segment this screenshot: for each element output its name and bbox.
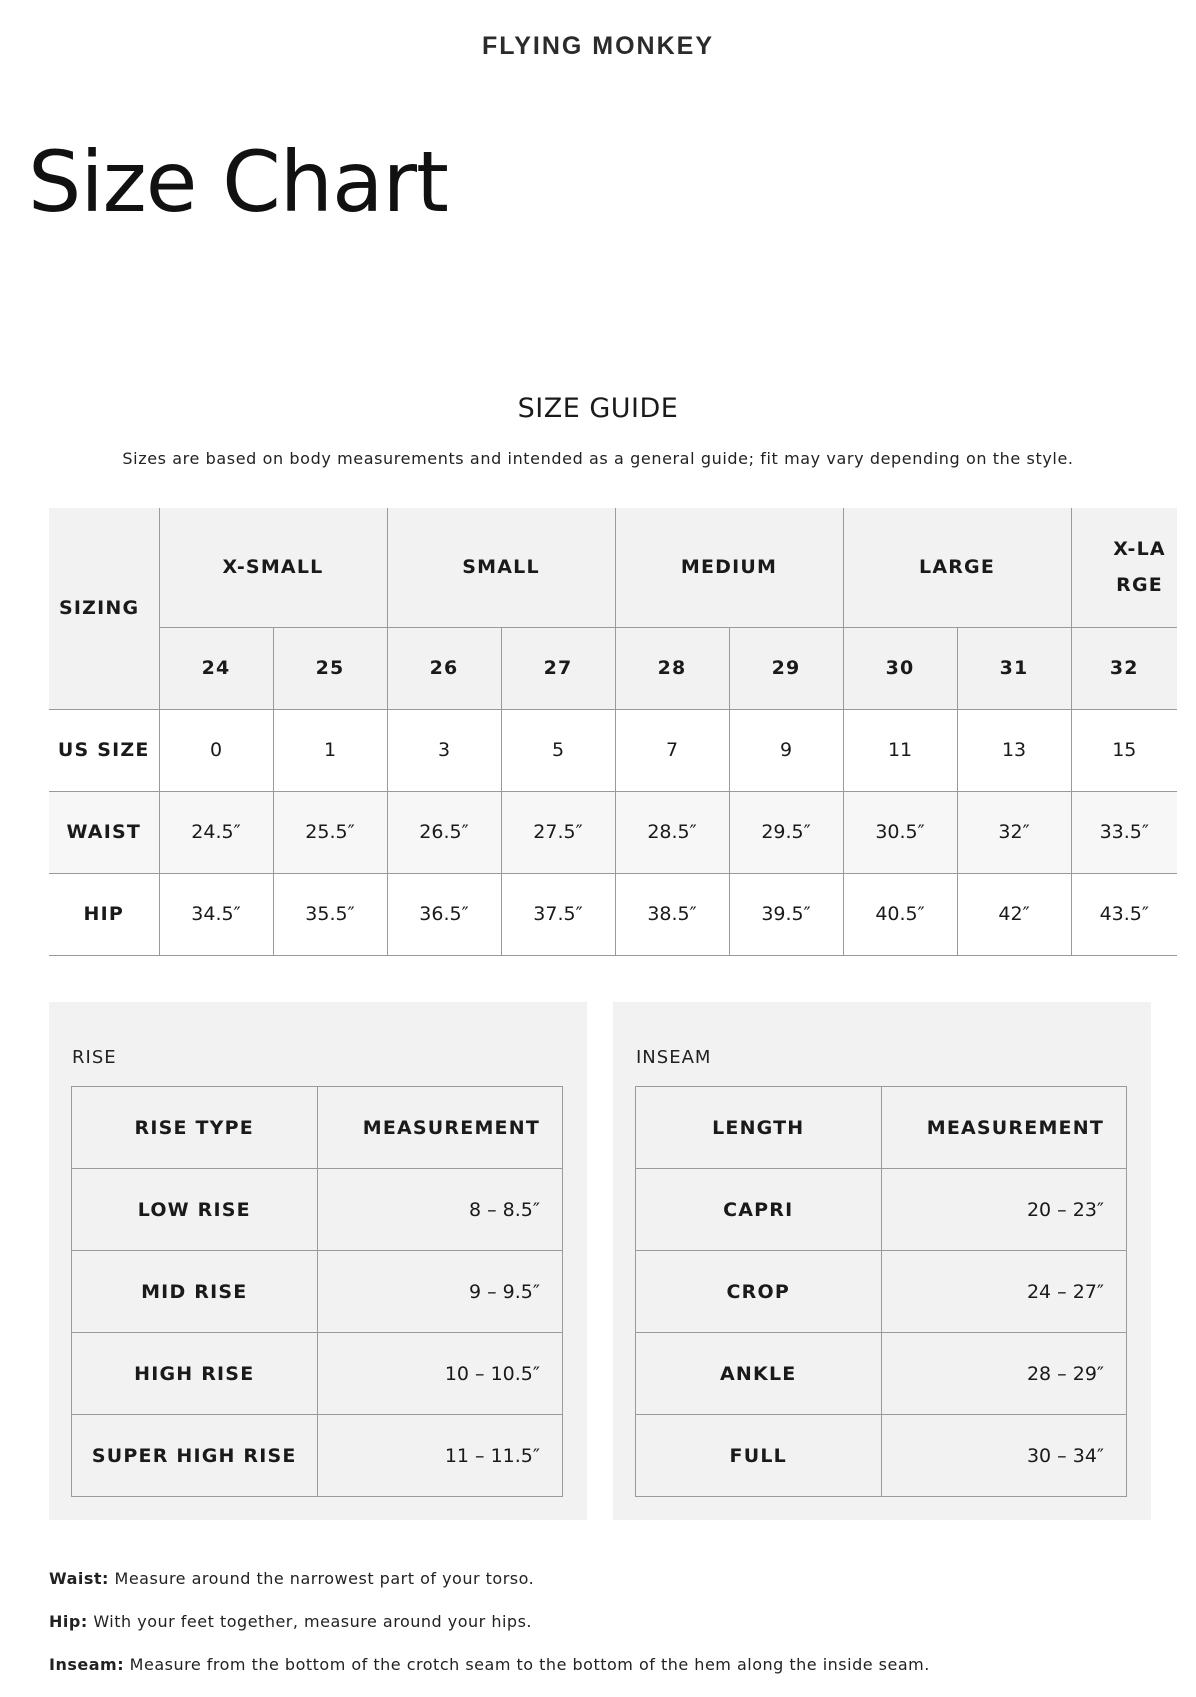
table-cell: 42″ [957,873,1071,955]
size-table [49,508,1177,956]
length-cell: FULL [636,1415,882,1497]
length-cell: CAPRI [636,1169,882,1251]
table-cell: 38.5″ [615,873,729,955]
table-row [72,1415,563,1497]
length-header: LENGTH [636,1087,882,1169]
table-cell: 33.5″ [1071,791,1177,873]
length-cell: CROP [636,1251,882,1333]
table-cell: 25.5″ [273,791,387,873]
size-number-header: 32 [1071,627,1177,709]
inseam-panel-title: INSEAM [636,1047,712,1068]
measurement-cell: 24 – 27″ [881,1251,1127,1333]
size-guide-subtitle: Sizes are based on body measurements and intended as a general guide; fit may vary depending on the style. [122,449,1074,468]
measurement-notes [49,1568,930,1697]
table-cell: 15 [1071,709,1177,791]
table-cell: 9 [729,709,843,791]
table-row [636,1251,1127,1333]
inseam-table [635,1086,1127,1497]
table-cell: 24.5″ [159,791,273,873]
table-row [72,1333,563,1415]
size-group-header-text: X-LARGE [1113,538,1166,597]
size-number-header: 25 [273,627,387,709]
table-cell: 34.5″ [159,873,273,955]
size-group-header: MEDIUM [615,508,843,627]
measurement-cell: 8 – 8.5″ [317,1169,563,1251]
note-term: Inseam: [49,1655,125,1674]
table-cell: 40.5″ [843,873,957,955]
page-title: Size Chart [28,133,448,231]
table-cell: 27.5″ [501,791,615,873]
table-cell: 39.5″ [729,873,843,955]
table-cell: 28.5″ [615,791,729,873]
note-text: With your feet together, measure around your hips. [87,1612,532,1631]
measurement-cell: 20 – 23″ [881,1169,1127,1251]
rise-table [71,1086,563,1497]
table-cell: 35.5″ [273,873,387,955]
note-text: Measure from the bottom of the crotch seam to the bottom of the hem along the inside seam. [124,1655,930,1674]
brand-logo: FLYING MONKEY [481,32,715,60]
rise-type-cell: SUPER HIGH RISE [72,1415,318,1497]
table-row [49,709,1177,791]
measurement-header: MEASUREMENT [317,1087,563,1169]
table-cell: 32″ [957,791,1071,873]
table-cell: 1 [273,709,387,791]
size-group-header: LARGE [843,508,1071,627]
table-cell: 37.5″ [501,873,615,955]
measurement-cell: 28 – 29″ [881,1333,1127,1415]
table-row [72,1251,563,1333]
rise-type-cell: HIGH RISE [72,1333,318,1415]
rise-panel [49,1002,587,1520]
size-number-header: 27 [501,627,615,709]
measurement-header: MEASUREMENT [881,1087,1127,1169]
table-cell: 26.5″ [387,791,501,873]
rise-type-cell: LOW RISE [72,1169,318,1251]
rise-panel-title: RISE [72,1047,117,1068]
table-cell: 3 [387,709,501,791]
note-inseam [49,1654,930,1675]
table-row [636,1333,1127,1415]
size-group-header [1071,508,1177,627]
table-row [72,1169,563,1251]
measurement-cell: 30 – 34″ [881,1415,1127,1497]
table-cell: 11 [843,709,957,791]
size-number-header: 29 [729,627,843,709]
table-cell: 36.5″ [387,873,501,955]
note-hip [49,1611,930,1632]
size-number-header-row [49,627,1177,709]
row-label-waist: WAIST [49,791,159,873]
size-table-container [49,508,1166,958]
note-term: Hip: [49,1612,88,1631]
table-cell: 13 [957,709,1071,791]
size-number-header: 31 [957,627,1071,709]
size-number-header: 26 [387,627,501,709]
table-cell: 30.5″ [843,791,957,873]
size-number-header: 30 [843,627,957,709]
table-cell: 29.5″ [729,791,843,873]
rise-type-cell: MID RISE [72,1251,318,1333]
size-guide-title: SIZE GUIDE [517,393,679,424]
inseam-panel [613,1002,1151,1520]
measurement-cell: 11 – 11.5″ [317,1415,563,1497]
table-header-row [72,1087,563,1169]
note-waist [49,1568,930,1589]
size-group-header-row [49,508,1177,627]
table-cell: 43.5″ [1071,873,1177,955]
rise-type-header: RISE TYPE [72,1087,318,1169]
size-group-header: SMALL [387,508,615,627]
table-row [636,1415,1127,1497]
size-number-header: 24 [159,627,273,709]
table-row [49,791,1177,873]
table-row [49,873,1177,955]
table-cell: 5 [501,709,615,791]
size-group-header: X-SMALL [159,508,387,627]
size-number-header: 28 [615,627,729,709]
note-term: Waist: [49,1569,109,1588]
table-cell: 7 [615,709,729,791]
row-label-hip: HIP [49,873,159,955]
measurement-cell: 9 – 9.5″ [317,1251,563,1333]
note-text: Measure around the narrowest part of your torso. [108,1569,535,1588]
length-cell: ANKLE [636,1333,882,1415]
table-header-row [636,1087,1127,1169]
table-row [636,1169,1127,1251]
measurement-cell: 10 – 10.5″ [317,1333,563,1415]
row-label-us-size: US SIZE [49,709,159,791]
table-cell: 0 [159,709,273,791]
sizing-corner-header: SIZING [49,508,159,709]
